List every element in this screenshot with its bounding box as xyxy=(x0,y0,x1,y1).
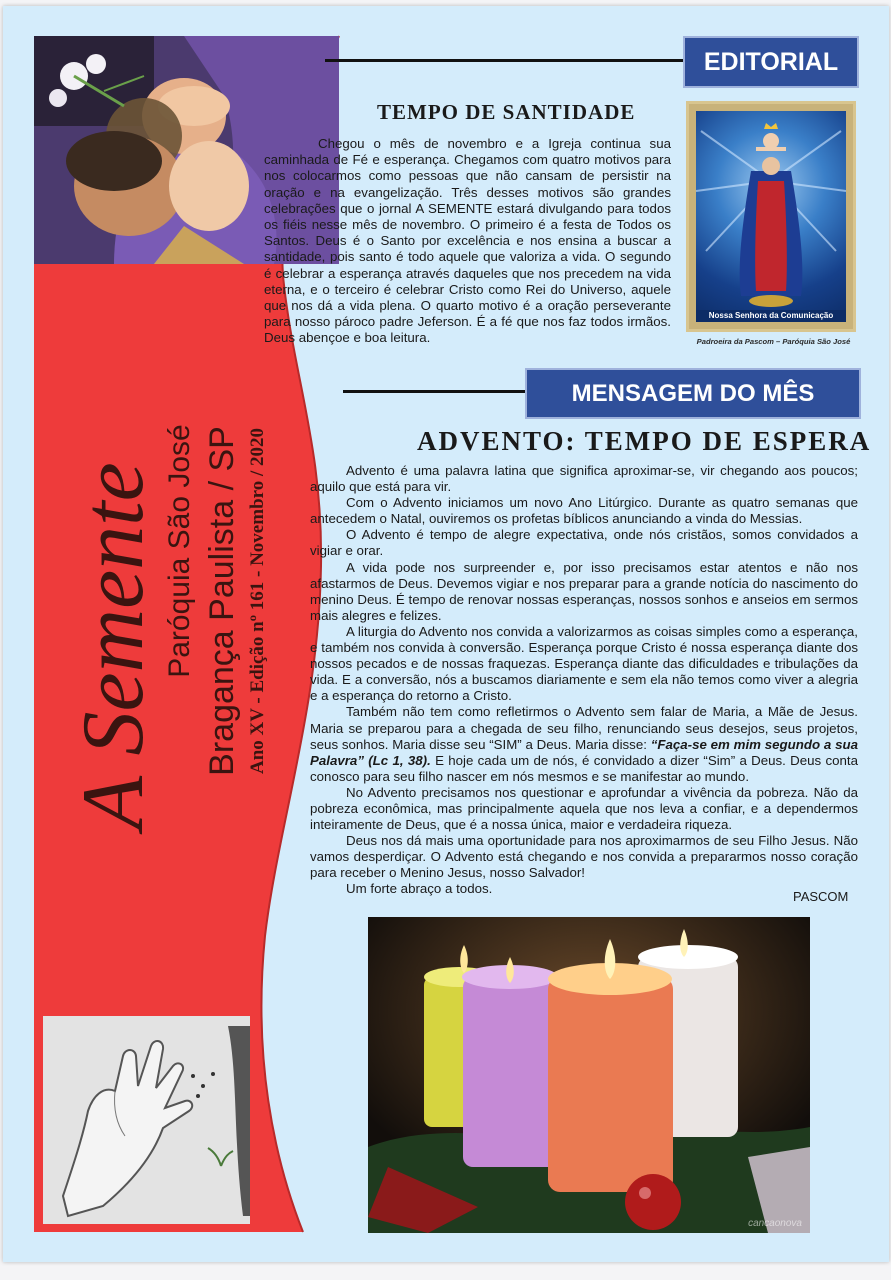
masthead-city: Bragança Paulista / SP xyxy=(203,426,241,776)
our-lady-icon-frame xyxy=(686,101,856,332)
icon-caption: Padroeira da Pascom – Paróquia São José xyxy=(696,337,851,346)
masthead-title: A Semente xyxy=(65,462,162,830)
p6-end: E hoje cada um de nós, é convidado a dizer “Sim” a Deus. Deus conta conosco para seu filho nascer em nós mesmos e se manifestar ao mundo. xyxy=(310,752,859,784)
message-paragraph-4: A vida pode nos surpreender e, por isso precisamos estar atentos e não nos afastarmos de Deus. Devemos vigiar e nos preparar para a grande notícia do nascimento do menino Deus. É tempo de renovar nossas esperanças, nossos sonhos e anseios em sermos mais alegres e felizes. xyxy=(310,559,858,623)
masthead xyxy=(45,266,295,1026)
editorial-title: TEMPO DE SANTIDADE xyxy=(377,100,636,124)
masthead-edition: Ano XV - Edição nº 161 - Novembro / 2020 xyxy=(247,428,268,774)
photo-watermark: cancaonova xyxy=(748,1218,802,1229)
message-paragraph-5: A liturgia do Advento nos convida a valorizarmos as coisas simples como a esperança, e também nos convida à conversão. Esperança porque Cristo é nossa esperança diante dos nossos pecados e de nossas fraquezas. Esperança diante das dificuldades e tribulações da vida. E a conversão, nós a buscamos diariamente e sem ela não temos como viver a alegria e a esperança do retorno a Cristo. xyxy=(310,623,858,704)
editorial-paragraph: Chegou o mês de novembro e a Igreja continua sua caminhada de Fé e esperança. Chegamos com quatro motivos para nos colocarmos como pessoas que não cansam de persistir na oração e na evangelização. Três desses motivos são grandes celebrações que o jornal A SEMENTE estará divulgando para todos os fiéis nesse mês de novembro. O primeiro é a festa de Todos os Santos. Deus é o Santo por excelência e nos ensina a buscar a santidade, pois santo é todo aquele que valoriza a vida. O segundo é celebrar a esperança através daqueles que nos precedem na vida eterna, e o terceiro é celebrar Cristo como Rei do Universo, aquele que nos dá a vida plena. O quarto motivo é a oração perseverante para nosso pároco padre Jeferson. É a fé que nos faz todos irmãos. Deus abençoe e boa leitura. xyxy=(264,136,671,346)
message-paragraph-7: No Advento precisamos nos questionar e aprofundar a vivência da pobreza. Não da pobreza econômica, mas principalmente aquela que nos leva a confiar, e a dependermos inteiramente de Deus, que é a nossa única, maior e verdadeira riqueza. xyxy=(310,784,858,833)
editorial-section-bar: EDITORIAL xyxy=(683,36,859,88)
message-paragraph-1: Advento é uma palavra latina que significa aproximar-se, vir chegando aos poucos; aquilo que está para vir. xyxy=(310,463,858,495)
editorial-rule xyxy=(325,59,685,62)
message-rule xyxy=(343,390,527,393)
message-paragraph-9: Um forte abraço a todos. xyxy=(346,881,493,897)
message-paragraph-2: Com o Advento iniciamos um novo Ano Litúrgico. Durante as quatro semanas que antecedem o Natal, ouviremos os profetas bíblicos anunciando a vinda do Messias. xyxy=(310,495,858,527)
advent-candles-photo xyxy=(368,917,810,1233)
p6-start: Também não tem como refletirmos o Advento sem falar de Maria, a Mãe de Jesus. Maria se preparou para a chegada de seu filho, renunciando seus desejos, seus projetos, seus sonhos. Maria disse seu “SIM” a Deus. Maria disse: xyxy=(310,704,858,752)
signature: PASCOM xyxy=(793,889,849,904)
hand-sowing-seeds-illustration xyxy=(43,1016,250,1224)
message-body xyxy=(310,463,858,898)
editorial-body xyxy=(264,136,671,347)
message-title: ADVENTO: TEMPO DE ESPERA xyxy=(417,426,872,456)
newspaper-page xyxy=(3,6,889,1262)
message-paragraph-3: O Advento é tempo de alegre expectativa, onde nós cristãos, somos convidados a vigiar e orar. xyxy=(310,527,858,559)
our-lady-image xyxy=(696,111,846,322)
masthead-parish: Paróquia São José xyxy=(163,424,196,678)
icon-label: Nossa Senhora da Comunicação xyxy=(696,310,846,322)
message-paragraph-6 xyxy=(310,704,858,784)
scripture-quote: “Faça-se em mim segundo a sua Palavra” (Lc 1, 38). xyxy=(310,736,858,768)
message-paragraph-8: Deus nos dá mais uma oportunidade para nos aproximarmos de seu Filho Jesus. Não vamos desperdiçar. O Advento está chegando e nos convida a prepararmos nosso coração para receber o Menino Jesus, nosso Salvador! xyxy=(310,833,858,881)
message-section-bar: MENSAGEM DO MÊS xyxy=(525,368,861,419)
